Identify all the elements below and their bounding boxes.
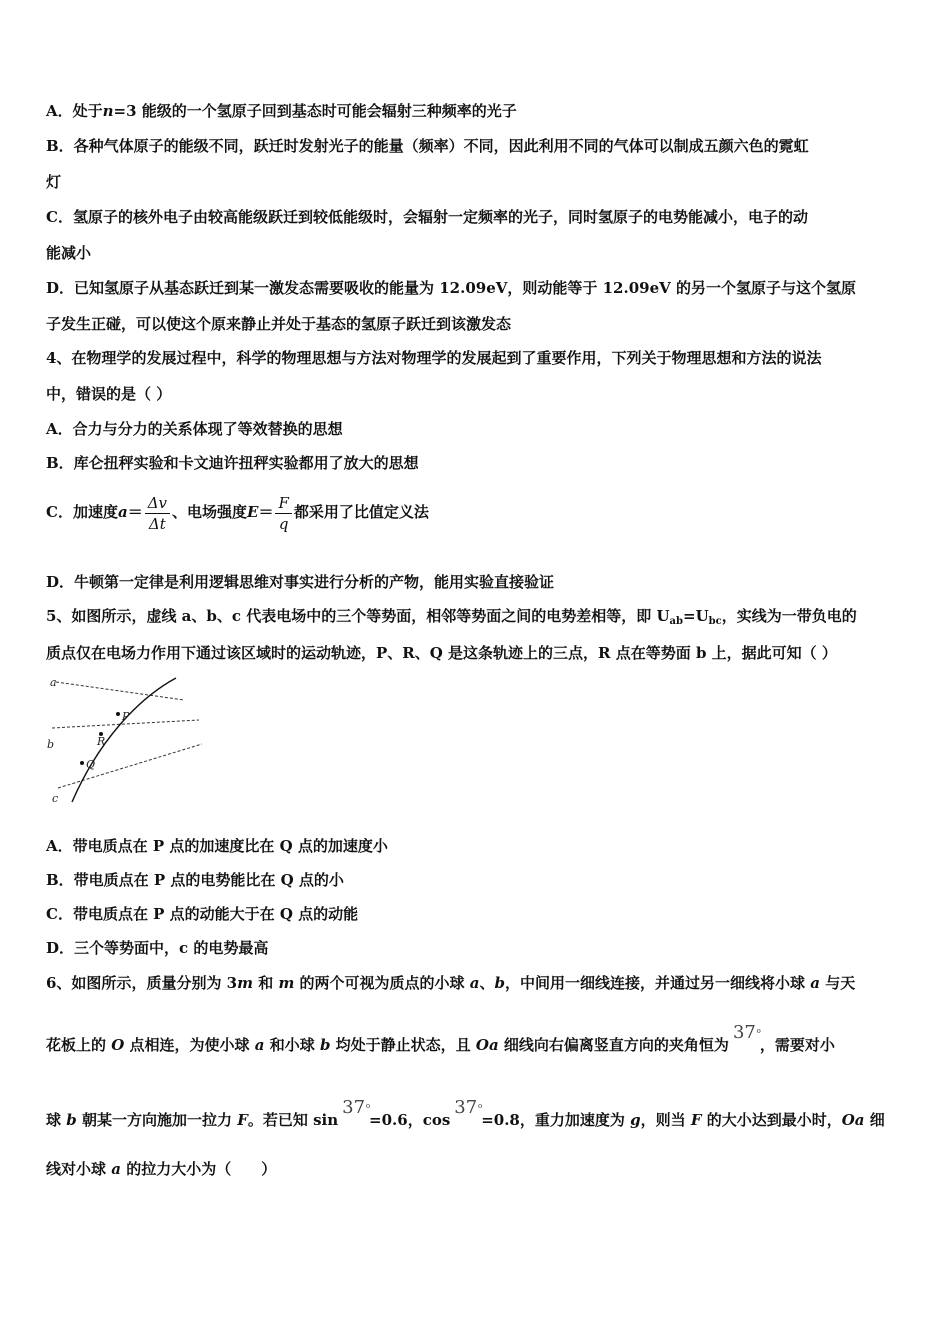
q4-stem-line2: 中，错误的是（ ） — [46, 385, 172, 403]
formula-acceleration: $\frac{\Delta v}{\Delta t}$ — [145, 493, 170, 534]
q4-stem-line1: 4、在物理学的发展过程中，科学的物理思想与方法对物理学的发展起到了重要作用，下列关于物理思想和方法的说法 — [46, 349, 822, 367]
q3-option-b-line2: 灯 — [46, 173, 62, 191]
q5-option-a: A．带电质点在 P 点的加速度比在 Q 点的加速度小 — [46, 837, 388, 855]
angle-37-cos: 37 o — [454, 1097, 483, 1118]
label-p: P — [122, 710, 130, 723]
q4-option-d: D．牛顿第一定律是利用逻辑思维对事实进行分析的产物，能用实验直接验证 — [46, 573, 555, 591]
label-b: b — [47, 738, 55, 751]
formula-field-strength: $\frac{F}{q}$ — [275, 493, 291, 534]
label-c: c — [52, 792, 59, 805]
q6-line3: 球 b 朝某一方向施加一拉力 F。若已知 sin37 o =0.6，cos37 o =0.8，重力加速度为 g，则当 F 的大小达到最小时，Oa 细 — [46, 1097, 885, 1129]
q6-line4: 线对小球 a 的拉力大小为（ ） — [46, 1160, 277, 1178]
q3-option-d-line2: 子发生正碰，可以使这个原来静止并处于基态的氢原子跃迁到该激发态 — [46, 315, 512, 333]
q4-option-c: C．加速度a＝ $\frac{\Delta v}{\Delta t}$ 、电场强度E＝ $\frac{F}{q}$ 都采用了比值定义法 — [46, 493, 429, 533]
q5-option-d: D．三个等势面中，c 的电势最高 — [46, 939, 269, 957]
q3-option-c-line2: 能减小 — [46, 244, 92, 262]
q5-option-c: C．带电质点在 P 点的动能大于在 Q 点的动能 — [46, 905, 359, 923]
q3-option-c-line1: C．氢原子的核外电子由较高能级跃迁到较低能级时，会辐射一定频率的光子，同时氢原子的电势能减小，电子的动 — [46, 208, 808, 226]
q4-option-b: B．库仑扭秤实验和卡文迪许扭秤实验都用了放大的思想 — [46, 454, 419, 472]
q5-stem-line2: 质点仅在电场力作用下通过该区域时的运动轨迹，P、R、Q 是这条轨迹上的三点，R 点在等势面 b 上，据此可知（ ） — [46, 644, 837, 662]
q6-line1: 6、如图所示，质量分别为 3m 和 m 的两个可视为质点的小球 a、b，中间用一细线连接，并通过另一细线将小球 a 与天 — [46, 974, 856, 992]
q3-option-b-line1: B．各种气体原子的能级不同，跃迁时发射光子的能量（频率）不同，因此利用不同的气体可以制成五颜六色的霓虹 — [46, 137, 809, 155]
equipotential-c — [58, 744, 202, 788]
equipotential-figure — [44, 670, 214, 810]
angle-37-a: 37 o — [732, 1022, 761, 1043]
label-q: Q — [86, 758, 96, 771]
q6-line2: 花板上的 O 点相连，为使小球 a 和小球 b 均处于静止状态，且 Oa 细线向右偏离竖直方向的夹角恒为37 o ，需要对小 — [46, 1022, 835, 1054]
q5-option-b: B．带电质点在 P 点的电势能比在 Q 点的小 — [46, 871, 344, 889]
q3-option-d-line1: D．已知氢原子从基态跃迁到某一激发态需要吸收的能量为 12.09eV，则动能等于 12.09eV 的另一个氢原子与这个氢原 — [46, 279, 856, 297]
label-a: a — [50, 676, 57, 689]
q3-option-a: A．处于n=3 能级的一个氢原子回到基态时可能会辐射三种频率的光子 — [46, 102, 517, 120]
angle-37-sin: 37 o — [342, 1097, 371, 1118]
q5-stem-line1: 5、如图所示，虚线 a、b、c 代表电场中的三个等势面，相邻等势面之间的电势差相等，即 $U_{ab}=U_{bc}$，实线为一带负电的 — [46, 607, 857, 627]
label-r: R — [97, 735, 106, 748]
point-p — [116, 712, 120, 716]
point-q — [80, 761, 84, 765]
q4-option-a: A．合力与分力的关系体现了等效替换的思想 — [46, 420, 343, 438]
